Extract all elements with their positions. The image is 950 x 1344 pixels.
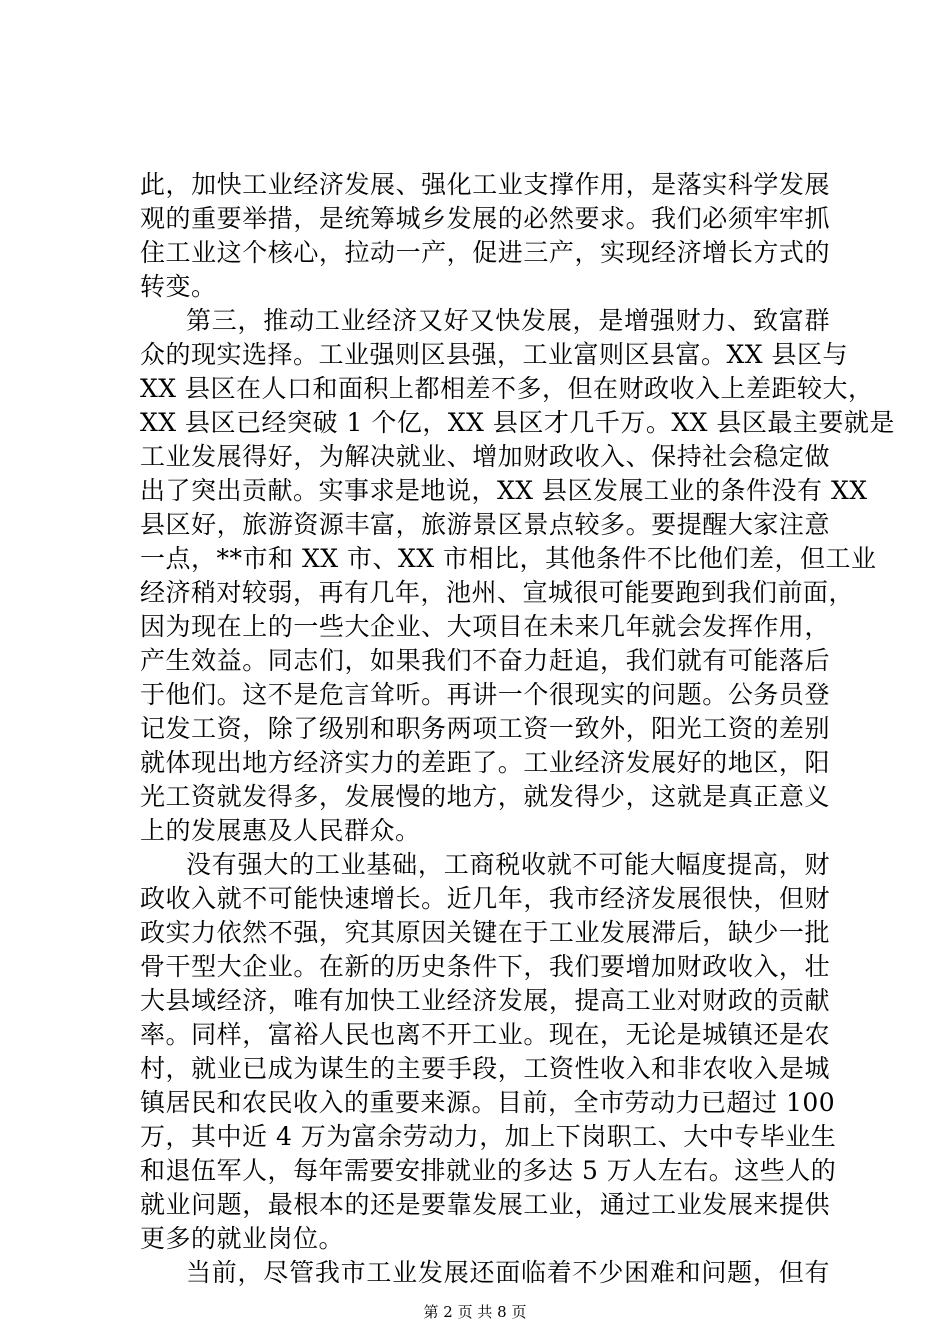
text-line: 产生效益。同志们，如果我们不奋力赶追，我们就有可能落后 (140, 646, 830, 675)
text-line: 就业问题，最根本的还是要靠发展工业，通过工业发展来提供 (140, 1190, 830, 1219)
text-line: 骨干型大企业。在新的历史条件下，我们要增加财政收入，壮 (140, 952, 830, 981)
text-line: 政收入就不可能快速增长。近几年，我市经济发展很快，但财 (140, 884, 830, 913)
text-line: 光工资就发得多，发展慢的地方，就发得少，这就是真正意义 (140, 782, 830, 811)
page-footer: 第 2 页 共 8 页 (423, 1303, 527, 1321)
text-line: 出了突出贡献。实事求是地说，XX 县区发展工业的条件没有 XX (140, 476, 868, 505)
text-line: 大县域经济，唯有加快工业经济发展，提高工业对财政的贡献 (140, 986, 830, 1015)
text-line: 万，其中近 4 万为富余劳动力，加上下岗职工、大中专毕业生 (140, 1122, 837, 1151)
text-line: 县区好，旅游资源丰富，旅游景区景点较多。要提醒大家注意 (140, 510, 830, 539)
paragraph-first-line: 没有强大的工业基础，工商税收就不可能大幅度提高，财 (186, 850, 830, 879)
text-line: 镇居民和农民收入的重要来源。目前，全市劳动力已超过 100 (140, 1088, 836, 1117)
document-body (140, 168, 895, 1290)
text-line: 观的重要举措，是统筹城乡发展的必然要求。我们必须牢牢抓 (140, 204, 830, 233)
paragraph-first-line: 第三，推动工业经济又好又快发展，是增强财力、致富群 (186, 306, 830, 335)
text-line: 工业发展得好，为解决就业、增加财政收入、保持社会稳定做 (140, 442, 830, 471)
text-line: 村，就业已成为谋生的主要手段，工资性收入和非农收入是城 (140, 1054, 830, 1083)
text-line: 一点，**市和 XX 市、XX 市相比，其他条件不比他们差，但工业 (140, 544, 877, 573)
text-line: 于他们。这不是危言耸听。再讲一个很现实的问题。公务员登 (140, 680, 830, 709)
text-line: 因为现在上的一些大企业、大项目在未来几年就会发挥作用， (140, 612, 830, 641)
text-line: 记发工资，除了级别和职务两项工资一致外，阳光工资的差别 (140, 714, 830, 743)
text-line: XX 县区在人口和面积上都相差不多，但在财政收入上差距较大， (140, 374, 874, 403)
text-line: XX 县区已经突破 1 个亿，XX 县区才几千万。XX 县区最主要就是 (140, 408, 895, 437)
text-line: 转变。 (140, 272, 217, 301)
text-line: 住工业这个核心，拉动一产，促进三产，实现经济增长方式的 (140, 238, 830, 267)
text-line: 经济稍对较弱，再有几年，池州、宣城很可能要跑到我们前面， (140, 578, 855, 607)
paragraph-first-line: 当前，尽管我市工业发展还面临着不少困难和问题，但有 (186, 1258, 830, 1287)
text-line: 众的现实选择。工业强则区县强，工业富则区县富。XX 县区与 (140, 340, 849, 369)
text-line: 更多的就业岗位。 (140, 1224, 345, 1253)
text-line: 和退伍军人，每年需要安排就业的多达 5 万人左右。这些人的 (140, 1156, 837, 1185)
text-line: 上的发展惠及人民群众。 (140, 816, 421, 845)
text-line: 政实力依然不强，究其原因关键在于工业发展滞后，缺少一批 (140, 918, 830, 947)
text-line: 此，加快工业经济发展、强化工业支撑作用，是落实科学发展 (140, 170, 830, 199)
text-line: 率。同样，富裕人民也离不开工业。现在，无论是城镇还是农 (140, 1020, 830, 1049)
text-line: 就体现出地方经济实力的差距了。工业经济发展好的地区，阳 (140, 748, 830, 777)
